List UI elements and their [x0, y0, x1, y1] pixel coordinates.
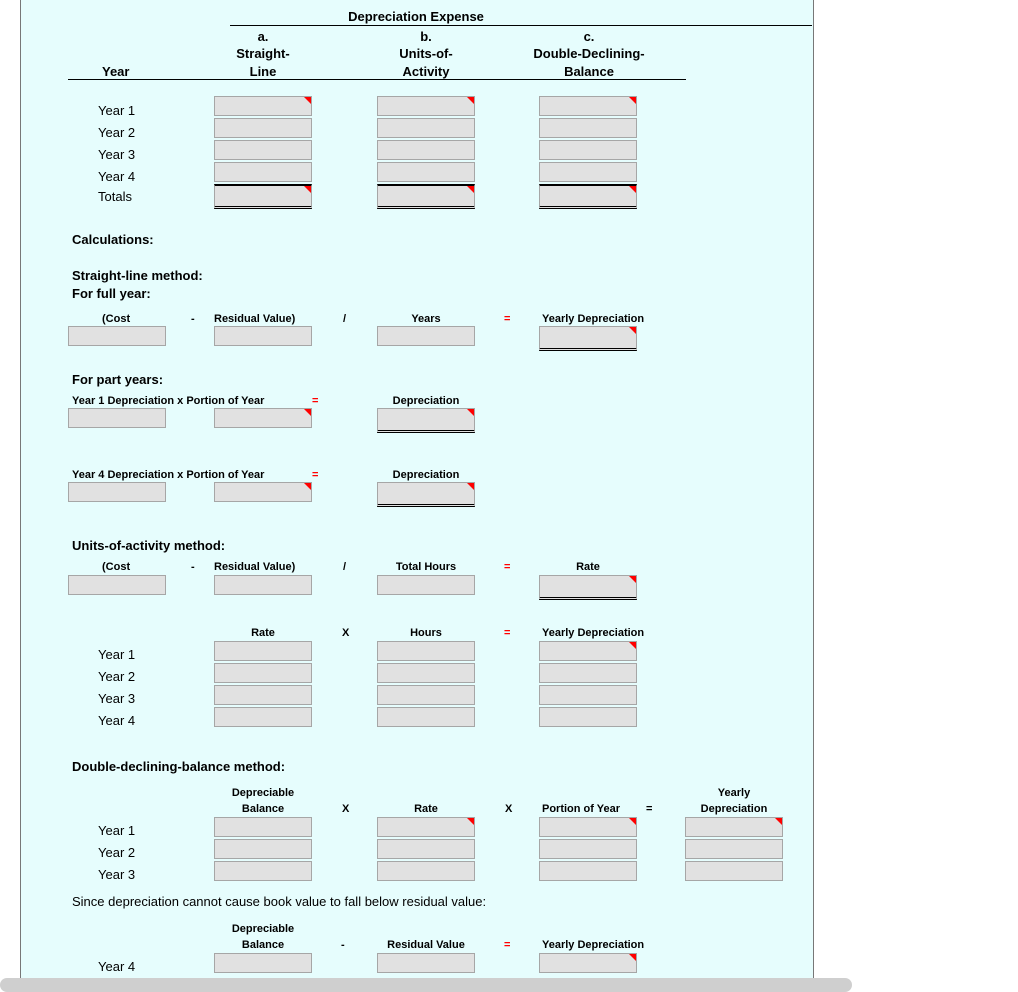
ua-y1-yearly-input[interactable] — [539, 641, 637, 661]
ddb-y3-rate-input[interactable] — [377, 861, 475, 881]
sl-method-heading: Straight-line method: — [72, 268, 203, 283]
sl-minus-sign: - — [191, 313, 195, 325]
ua-y1-rate-input[interactable] — [214, 641, 312, 661]
ddb-y1-yearly-input[interactable] — [685, 817, 783, 837]
calculations-heading: Calculations: — [72, 232, 154, 247]
row-label-year-3: Year 3 — [98, 147, 136, 162]
ua-divide-sign: / — [343, 561, 347, 573]
ddb-y1-rate-input[interactable] — [377, 817, 475, 837]
ddb-y4-yearly-input[interactable] — [539, 953, 637, 973]
ua-rate-input[interactable] — [539, 575, 637, 600]
ua-row-year-3: Year 3 — [98, 691, 136, 706]
ddb-year2-input[interactable] — [539, 118, 637, 138]
ddb-y2-rate-input[interactable] — [377, 839, 475, 859]
sl-year4-equals: = — [312, 469, 319, 481]
row-label-year-4: Year 4 — [98, 169, 136, 184]
ddb-yearly-line2: Depreciation — [700, 803, 768, 815]
ddb-y4-residual-input[interactable] — [377, 953, 475, 973]
ua-yearly-equals: = — [504, 627, 511, 639]
ddb-y4-minus-sign: - — [341, 939, 345, 951]
col-b-letter: b. — [420, 29, 432, 44]
ddb-times-sign-2: X — [505, 803, 513, 815]
ddb-y4-yearly-label: Yearly Depreciation — [542, 939, 645, 951]
sl-residual-input[interactable] — [214, 326, 312, 346]
ua-hours-col-label: Hours — [410, 627, 442, 639]
ua-year4-input[interactable] — [377, 162, 475, 182]
ua-y2-rate-input[interactable] — [214, 663, 312, 683]
ua-total-hours-label: Total Hours — [395, 561, 457, 573]
ddb-times-sign-1: X — [342, 803, 350, 815]
ddb-y2-balance-input[interactable] — [214, 839, 312, 859]
sl-year1-portion-input[interactable] — [214, 408, 312, 428]
title-underline — [230, 25, 812, 26]
ua-row-year-4: Year 4 — [98, 713, 136, 728]
sl-year4-formula: Year 4 Depreciation x Portion of Year — [72, 469, 265, 481]
ua-y2-yearly-input[interactable] — [539, 663, 637, 683]
sl-year1-equals: = — [312, 395, 319, 407]
col-a-letter: a. — [257, 29, 269, 44]
sl-year1-dep-input[interactable] — [68, 408, 166, 428]
ddb-y3-balance-input[interactable] — [214, 861, 312, 881]
sl-year1-result-input[interactable] — [377, 408, 475, 433]
ddb-method-heading: Double-declining-balance method: — [72, 759, 286, 774]
ddb-dep-balance-line2: Balance — [241, 803, 285, 815]
ua-year1-input[interactable] — [377, 96, 475, 116]
ddb-y1-portion-input[interactable] — [539, 817, 637, 837]
ua-row-year-2: Year 2 — [98, 669, 136, 684]
ddb-y2-portion-input[interactable] — [539, 839, 637, 859]
ddb-dep-balance-line1: Depreciable — [231, 787, 295, 799]
col-c-letter: c. — [583, 29, 595, 44]
ddb-year4-input[interactable] — [539, 162, 637, 182]
ua-method-heading: Units-of-activity method: — [72, 538, 226, 553]
sl-cost-label: (Cost — [102, 313, 131, 325]
ddb-y3-yearly-input[interactable] — [685, 861, 783, 881]
ua-row-year-1: Year 1 — [98, 647, 136, 662]
row-label-year-2: Year 2 — [98, 125, 136, 140]
ua-y3-hours-input[interactable] — [377, 685, 475, 705]
ddb-portion-label: Portion of Year — [542, 803, 621, 815]
ua-equals-sign: = — [504, 561, 511, 573]
ddb-total-input[interactable] — [539, 184, 637, 209]
sl-year1-dep-label: Depreciation — [392, 395, 460, 407]
ua-residual-label: Residual Value) — [214, 561, 296, 573]
row-label-year-1: Year 1 — [98, 103, 136, 118]
sl-full-year-label: For full year: — [72, 286, 151, 301]
sl-year1-formula: Year 1 Depreciation x Portion of Year — [72, 395, 265, 407]
ua-year3-input[interactable] — [377, 140, 475, 160]
ddb-row-year-1: Year 1 — [98, 823, 136, 838]
ddb-y4-balance-line1: Depreciable — [231, 923, 295, 935]
ddb-y2-yearly-input[interactable] — [685, 839, 783, 859]
ua-cost-input[interactable] — [68, 575, 166, 595]
ddb-equals-sign: = — [646, 803, 653, 815]
ddb-rate-label: Rate — [414, 803, 438, 815]
sl-years-input[interactable] — [377, 326, 475, 346]
ddb-y4-equals-sign: = — [504, 939, 511, 951]
sl-year4-portion-input[interactable] — [214, 482, 312, 502]
ua-y4-hours-input[interactable] — [377, 707, 475, 727]
sl-equals-sign: = — [504, 313, 511, 325]
col-b-line1: Units-of- — [399, 46, 453, 61]
ddb-year1-input[interactable] — [539, 96, 637, 116]
sl-divide-sign: / — [343, 313, 347, 325]
ua-total-hours-input[interactable] — [377, 575, 475, 595]
ua-year2-input[interactable] — [377, 118, 475, 138]
sl-yearly-input[interactable] — [539, 326, 637, 351]
sl-years-label: Years — [411, 313, 441, 325]
ua-total-input[interactable] — [377, 184, 475, 209]
sl-year4-dep-input[interactable] — [68, 482, 166, 502]
sl-residual-label: Residual Value) — [214, 313, 296, 325]
ddb-y1-balance-input[interactable] — [214, 817, 312, 837]
col-c-line1: Double-Declining- — [533, 46, 645, 61]
sl-part-years-label: For part years: — [72, 372, 164, 387]
ddb-y3-portion-input[interactable] — [539, 861, 637, 881]
ua-times-sign: X — [342, 627, 350, 639]
ddb-y4-balance-line2: Balance — [241, 939, 285, 951]
sl-year4-result-input[interactable] — [377, 482, 475, 507]
ddb-y4-balance-input[interactable] — [214, 953, 312, 973]
ua-y4-yearly-input[interactable] — [539, 707, 637, 727]
col-c-line2: Balance — [564, 64, 614, 79]
ddb-row-year-2: Year 2 — [98, 845, 136, 860]
ua-y3-yearly-input[interactable] — [539, 685, 637, 705]
col-b-line2: Activity — [402, 64, 450, 79]
ua-minus-sign: - — [191, 561, 195, 573]
ua-rate-label: Rate — [576, 561, 600, 573]
ua-y1-hours-input[interactable] — [377, 641, 475, 661]
ddb-row-year-3: Year 3 — [98, 867, 136, 882]
col-a-line1: Straight- — [236, 46, 290, 61]
ua-y3-rate-input[interactable] — [214, 685, 312, 705]
ddb-year3-input[interactable] — [539, 140, 637, 160]
ua-rate-col-label: Rate — [251, 627, 275, 639]
ua-residual-input[interactable] — [214, 575, 312, 595]
sl-year4-dep-label: Depreciation — [392, 469, 460, 481]
header-underline — [68, 79, 686, 80]
ua-yearly-col-label: Yearly Depreciation — [542, 627, 645, 639]
sl-year2-input[interactable] — [214, 118, 312, 138]
ddb-row-year-4: Year 4 — [98, 959, 136, 974]
ddb-note: Since depreciation cannot cause book value to fall below residual value: — [72, 894, 487, 909]
sl-year1-input[interactable] — [214, 96, 312, 116]
sl-yearly-label: Yearly Depreciation — [542, 313, 645, 325]
row-label-totals: Totals — [98, 189, 132, 204]
sl-total-input[interactable] — [214, 184, 312, 209]
table-title: Depreciation Expense — [348, 9, 484, 24]
ua-y2-hours-input[interactable] — [377, 663, 475, 683]
ddb-y4-residual-label: Residual Value — [387, 939, 465, 951]
sl-year3-input[interactable] — [214, 140, 312, 160]
sl-cost-input[interactable] — [68, 326, 166, 346]
col-year: Year — [102, 64, 130, 79]
horizontal-scrollbar[interactable] — [0, 978, 852, 992]
ua-y4-rate-input[interactable] — [214, 707, 312, 727]
ua-cost-label: (Cost — [102, 561, 131, 573]
col-a-line2: Line — [249, 64, 277, 79]
sl-year4-input[interactable] — [214, 162, 312, 182]
ddb-yearly-line1: Yearly — [717, 787, 751, 799]
